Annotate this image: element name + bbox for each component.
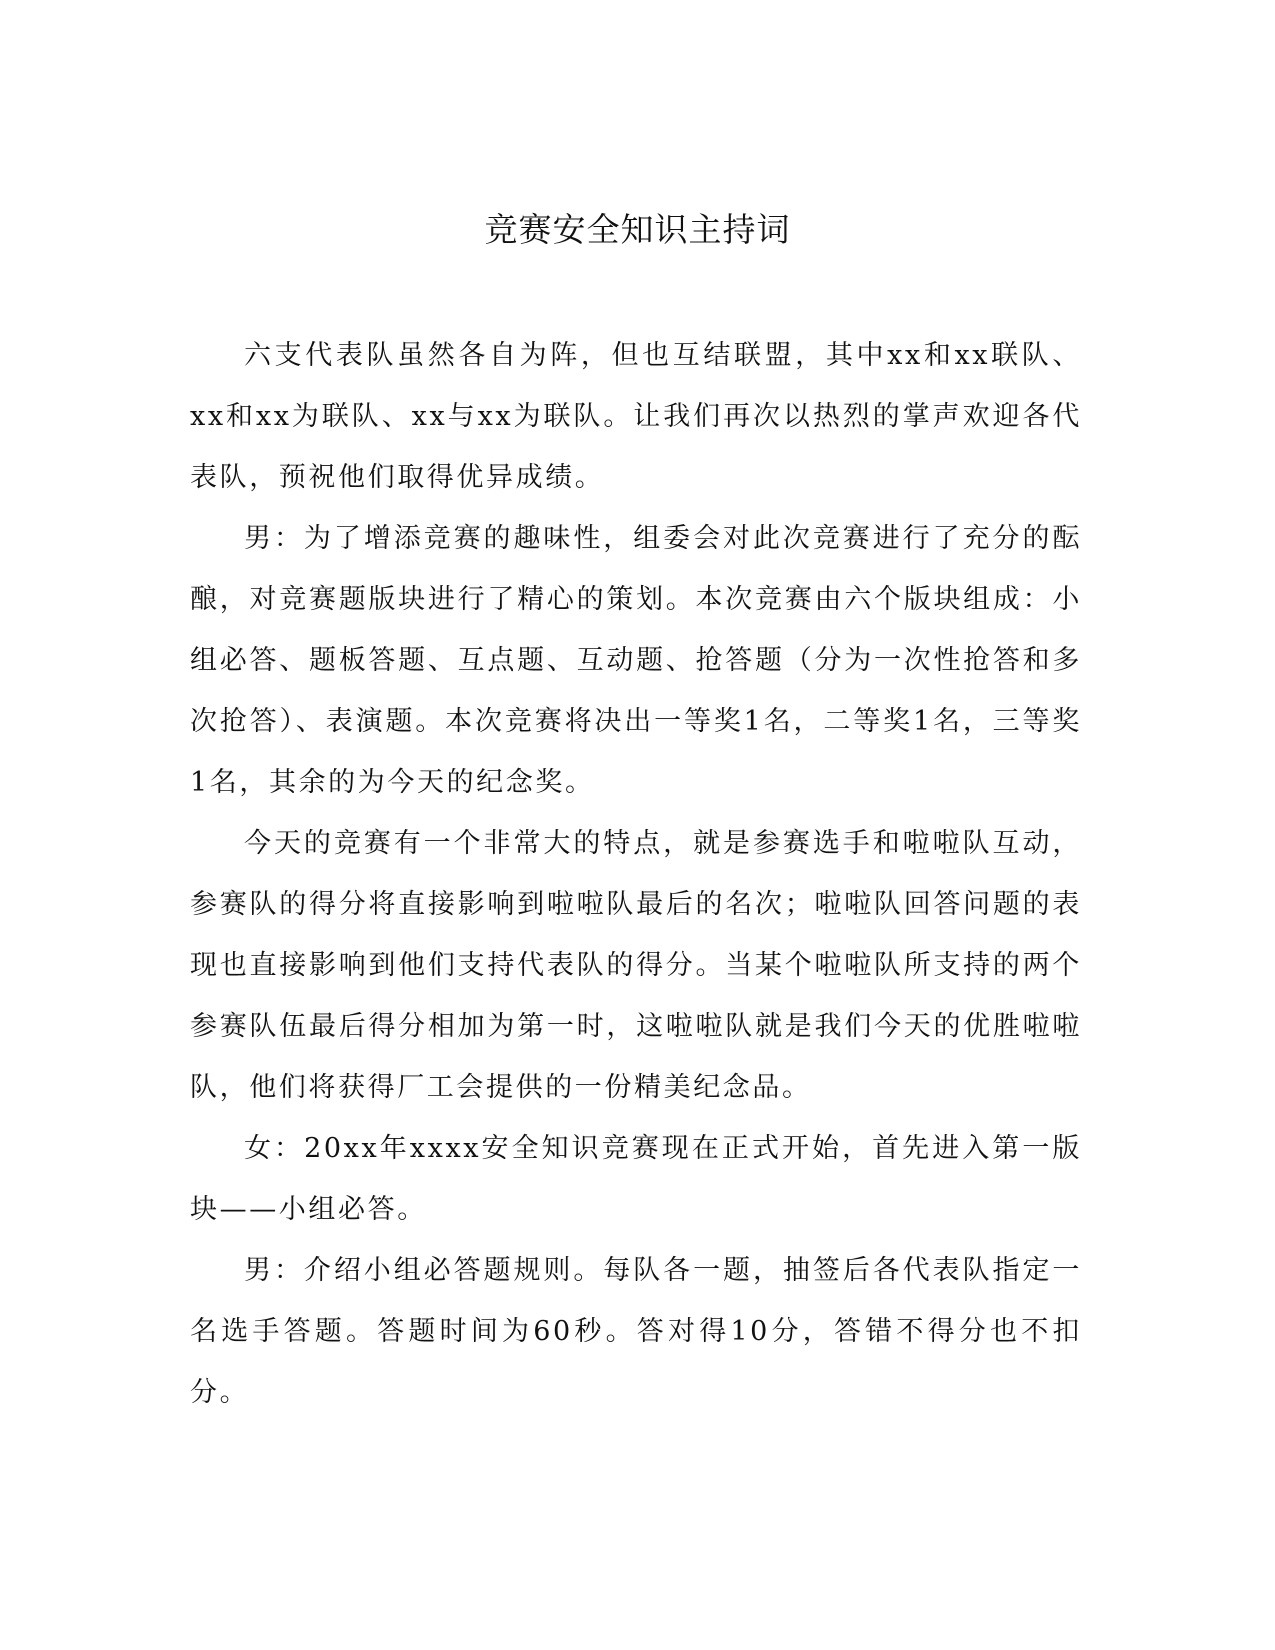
document-title: 竞赛安全知识主持词 [484, 210, 791, 249]
paragraph-alliances: 六支代表队虽然各自为阵，但也互结联盟，其中xx和xx联队、xx和xx为联队、xx与xx为联队。让我们再次以热烈的掌声欢迎各代表队，预祝他们取得优异成绩。 [190, 340, 1082, 493]
paragraph-cheer-team-interaction: 今天的竞赛有一个非常大的特点，就是参赛选手和啦啦队互动，参赛队的得分将直接影响到啦啦队最后的名次；啦啦队回答问题的表现也直接影响到他们支持代表队的得分。当某个啦啦队所支持的两个参赛队伍最后得分相加为第一时，这啦啦队就是我们今天的优胜啦啦队，他们将获得厂工会提供的一份精美纪念品。 [190, 828, 1082, 1103]
document-body [190, 325, 1082, 1423]
paragraph-competition-sections: 男：为了增添竞赛的趣味性，组委会对此次竞赛进行了充分的酝酿，对竞赛题版块进行了精心的策划。本次竞赛由六个版块组成：小组必答、题板答题、互点题、互动题、抢答题（分为一次性抢答和多次抢答）、表演题。本次竞赛将决出一等奖1名，二等奖1名，三等奖1名，其余的为今天的纪念奖。 [190, 523, 1082, 798]
paragraph-opening-announcement: 女：20xx年xxxx安全知识竞赛现在正式开始，首先进入第一版块——小组必答。 [190, 1133, 1082, 1225]
paragraph-required-question-rules: 男：介绍小组必答题规则。每队各一题，抽签后各代表队指定一名选手答题。答题时间为60秒。答对得10分，答错不得分也不扣分。 [190, 1255, 1082, 1408]
